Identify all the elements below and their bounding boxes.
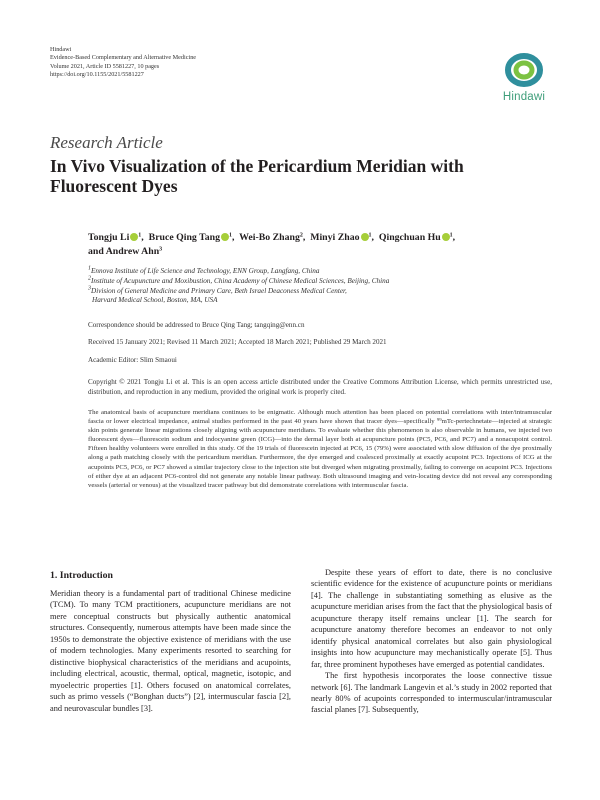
affiliation: $^1$Ennova Institute of Life Science and Technology, ENN Group, Langfang, China <box>88 265 320 275</box>
publisher-name: Hindawi <box>50 46 72 53</box>
author-list: Tongju Li $^1$, Bruce Qing Tang $^1$, Wei-Bo Zhang$^2$, Minyi Zhao $^1$, Qingchuan Hu $^1$, and Andrew Ahn$^3$ <box>88 232 456 257</box>
article-type: Research Article <box>50 133 163 152</box>
hindawi-logo-icon <box>502 50 546 90</box>
right-column <box>311 567 552 716</box>
journal-name: Evidence-Based Complementary and Alternative Medicine <box>50 54 197 62</box>
correspondence: Correspondence should be addressed to Bruce Qing Tang; tangqing@enn.cn <box>88 321 305 329</box>
author[interactable]: Wei-Bo Zhang$^2$ <box>239 232 303 243</box>
paragraph: Despite these years of effort to date, there is no conclusive scientific evidence for the existence of acupuncture points or meridians [4]. The challenge in substantiating something as elusive as the acupuncture meridian arises from the fact that the physiological basis of acupuncture therapy itself remains unclear [1]. The search for acupuncture anatomy therefore becomes an endeavor to not only identify physical anatomical correlates but also gain physiological insights into how acupuncture may mechanistically operate [5]. Thus far, three prominent hypotheses have emerged as potential candidates. <box>311 568 552 669</box>
hindawi-logo <box>494 50 554 103</box>
paragraph: The first hypothesis incorporates the loose connective tissue network [6]. The landmark Langevin et al.’s study in 2002 reported that nearly 80% of acupoints corresponded to intermuscular/intramuscular fascial planes [7]. Subsequently, <box>311 671 552 715</box>
section-heading: 1. Introduction <box>50 570 113 581</box>
left-column <box>50 588 291 714</box>
academic-editor: Academic Editor: Slim Smaoui <box>88 356 177 364</box>
affiliation: $^2$Institute of Acupuncture and Moxibustion, China Academy of Chinese Medical Sciences, Beijing, China <box>88 275 390 285</box>
affiliation-continued: Harvard Medical School, Boston, MA, USA <box>92 296 218 305</box>
affiliation: $^3$Division of General Medicine and Primary Care, Beth Israel Deaconess Medical Center, <box>88 285 347 295</box>
copyright-notice: Copyright © 2021 Tongju Li et al. This is an open access article distributed under the Creative Commons Attribution License, which permits unrestricted use, distribution, and reproduction in any medium, provided the original work is properly cited. <box>88 378 552 396</box>
author[interactable]: Minyi Zhao $^1$ <box>310 232 372 243</box>
article-title: In Vivo Visualization of the Pericardium Meridian with Fluorescent Dyes <box>50 156 464 196</box>
doi-link[interactable]: https://doi.org/10.1155/2021/5581227 <box>50 71 144 79</box>
author[interactable]: Bruce Qing Tang $^1$ <box>148 232 232 243</box>
author[interactable]: Tongju Li $^1$ <box>88 232 142 243</box>
publication-dates: Received 15 January 2021; Revised 11 March 2021; Accepted 18 March 2021; Published 29 March 2021 <box>88 338 387 346</box>
author[interactable]: Qingchuan Hu $^1$ <box>378 232 453 243</box>
orcid-icon[interactable] <box>361 233 369 241</box>
journal-info <box>50 46 196 80</box>
orcid-icon[interactable] <box>221 233 229 241</box>
abstract: The anatomical basis of acupuncture meridians continues to be enigmatic. Although much attention has been placed on potential correlations with inter/intramuscular fascia or lower electrical impedance, animal studies performed in the past 40 years have shown that tracer dyes—specifically ⁹⁹mTc-pertechnetate—injected at strategic skin points generate linear migrations closely aligning with acupuncture meridians. To evaluate whether this phenomenon is also observable in humans, we injected two fluorescent dyes—fluorescein sodium and indocyanine green (ICG)—into the dermal layer both at acupuncture points (PC5, PC6, and PC7) and a nonacupoint control. Fifteen healthy volunteers were enrolled in this study. Of the 19 trials of fluorescein injected at PC6, 15 (79%) were associated with slow diffusion of the dye proximally along a path matching closely with the pericardium meridian. Furthermore, the dye emerged and coalesced proximally at exactly acupoint PC3. Injections of ICG at the acupoints PC5, PC6, or PC7 showed a similar trajectory close to the injection site but diverged when migrating proximally, failing to converge on acupoint PC3. Injections of either dye at an adjacent PC6-control did not generate any notable linear pathway. Both ultrasound imaging and vein-locating device did not reveal any corresponding vessels (arterial or venous) at the visualized tracer pathway but did demonstrate correlations with intermuscular fascia. <box>88 409 552 489</box>
affiliations <box>88 267 548 306</box>
paragraph: Meridian theory is a fundamental part of traditional Chinese medicine (TCM). To many TCM practitioners, acupuncture meridians are not mere conceptual constructs but physically authentic anatomical structures. Consequently, numerous attempts have been made since the 1950s to demonstrate the objective existence of meridians with the use of modern technologies. Many experiments resorted to searching for distinctive biophysical characteristics of the meridians and acupoints, including electrical, acoustic, thermal, optical, magnetic, isotopic, and myoelectric properties [1]. Others focused on anatomical correlates, such as primo vessels (“Bonghan ducts”) [2], intermuscular fascia [2], and neurovascular bundles [3]. <box>50 589 291 713</box>
logo-text: Hindawi <box>502 91 546 103</box>
orcid-icon[interactable] <box>442 233 450 241</box>
volume-line: Volume 2021, Article ID 5581227, 10 pages <box>50 62 160 70</box>
author[interactable]: and Andrew Ahn$^3$ <box>88 246 163 257</box>
